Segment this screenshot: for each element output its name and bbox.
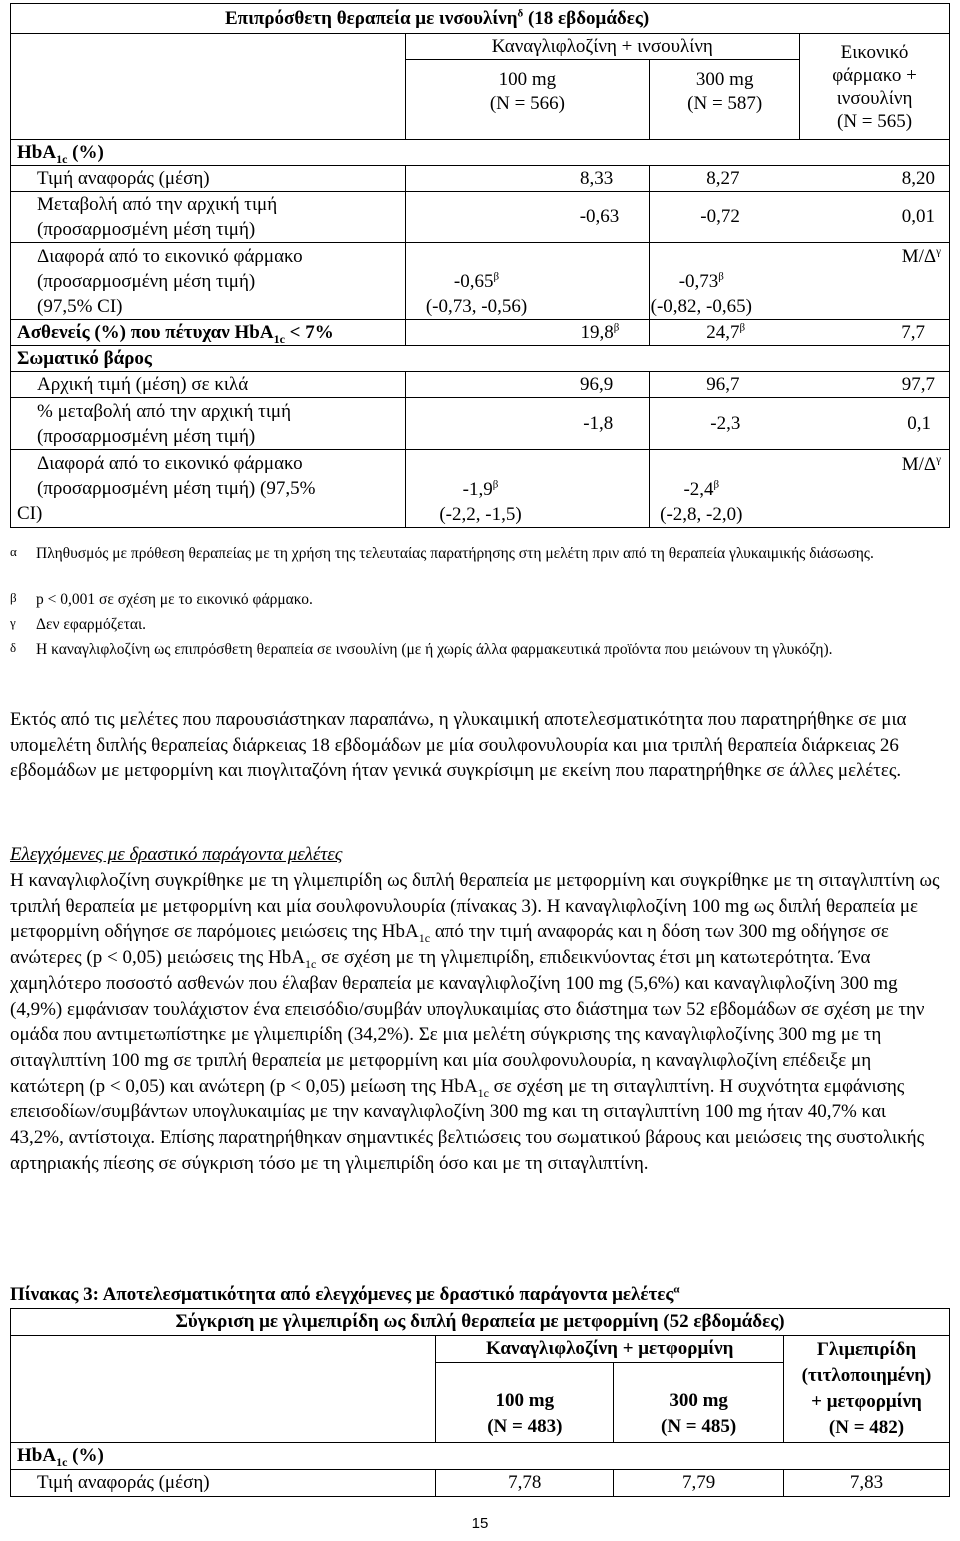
body-weight-section-label: Σωματικό βάρος <box>11 346 950 372</box>
pct-100mg: $19,8^\beta$ <box>405 320 650 346</box>
hba1c-section-label: HbA$_{1c}$ (%) <box>11 140 950 166</box>
table3-caption: Πίνακας 3: Αποτελεσματικότητα από ελεγχόμενες με δραστικό παράγοντα μελέτες$^\alpha$ <box>10 1283 680 1305</box>
section-heading-active-controlled: Ελεγχόμενες με δραστικό παράγοντα μελέτες <box>10 844 343 865</box>
weight-change-300mg-placebo: -2,3 0,1 <box>650 398 950 450</box>
baseline-100mg: 8,33 <box>405 166 650 192</box>
weight-diff-300mg-placebo: $-2,4^\beta$ (-2,8, -2,0) $M/\Delta^\gamma$ <box>650 450 950 528</box>
change-label: Μεταβολή από την αρχική τιμή (προσαρμοσμένη μέση τιμή) <box>11 192 406 243</box>
footnote-alpha: α Πληθυσμός με πρόθεση θεραπείας με τη χρήση της τελευταίας παρατήρησης στη μελέτη πριν από τη θεραπεία γλυκαιμικής διάσωσης. <box>10 544 874 562</box>
baseline-label: Τιμή αναφοράς (μέση) <box>11 166 406 192</box>
change-100mg: -0,63 <box>405 192 650 243</box>
glimepiride-comparison-table <box>10 1308 950 1497</box>
table3-col-100mg-header: 100 mg (N = 483) <box>436 1363 614 1443</box>
table3-baseline-300mg: 7,79 <box>614 1470 784 1497</box>
diff-100mg: $-0,65^\beta$ (-0,73, -0,56) <box>405 243 650 320</box>
col-100mg-header: 100 mg (N = 566) <box>405 60 650 140</box>
table3-baseline-label: Τιμή αναφοράς (μέση) <box>11 1470 436 1497</box>
weight-change-100mg: -1,8 <box>405 398 650 450</box>
pct-target-label: Ασθενείς (%) που πέτυχαν HbA$_{1c}$ < 7% <box>11 320 406 346</box>
col-300mg-header: 300 mg (N = 587) <box>650 60 800 140</box>
paragraph-active-controlled: Η καναγλιφλοζίνη συγκρίθηκε με τη γλιμεπιρίδη ως διπλή θεραπεία με μετφορμίνη και συγκρίθηκε με τη σιταγλιπτίνη ως τριπλή θεραπεία με μετφορμίνη και μία σουλφονυλουρία (πίνακας 3). Η καναγλιφλοζίνη 100 mg ως διπλή θεραπεία με μετφορμίνη οδήγησε σε παρόμοιες μειώσεις της HbA$_{1c}$ από την τιμή αναφοράς και η δόση των 300 mg οδήγησε σε ανώτερες (p < 0,05) μειώσεις της HbA$_{1c}$ σε σχέση με τη γλιμεπιρίδη, επιδεικνύοντας έτσι μη κατωτερότητα. Ένα χαμηλότερο ποσοστό ασθενών που έλαβαν θεραπεία με καναγλιφλοζίνη 100 mg (5,6%) και καναγλιφλοζίνη 300 mg (4,9%) εμφάνισαν τουλάχιστον ένα επεισόδιο/συμβάν υπογλυκαιμίας στο διάστημα των 52 εβδομάδων σε σχέση με την ομάδα που αντιμετωπίστηκε με γλιμεπιρίδη (34,2%). Σε μια μελέτη σύγκρισης της καναγλιφλοζίνης 300 mg με τη σιταγλιπτίνη 100 mg σε τριπλή θεραπεία με μετφορμίνη και μία σουλφονυλουρία, η καναγλιφλοζίνη επέδειξε μη κατώτερη (p < 0,05) και ανώτερη (p < 0,05) μείωση της HbA$_{1c}$ σε σχέση με τη σιταγλιπτίνη. Η συχνότητα εμφάνισης επεισοδίων/συμβάντων υπογλυκαιμίας με την καναγλιφλοζίνη 300 mg και τη σιταγλιπτίνη 100 mg ήταν 40,7% και 43,2%, αντίστοιχα. Επίσης παρατηρήθηκαν σημαντικές βελτιώσεις του σωματικού βάρους και μειώσεις της συστολικής αρτηριακής πίεσης σε σύγκριση τόσο με τη γλιμεπιρίδη όσο και με τη σιταγλιπτίνη. <box>10 870 940 1174</box>
page-number: 15 <box>471 1515 489 1532</box>
pct-300mg-placebo: $24,7^\beta$ 7,7 <box>650 320 950 346</box>
footnote-gamma: γ Δεν εφαρμόζεται. <box>10 615 147 633</box>
glimepiride-header: Γλιμεπιρίδη (τιτλοποιημένη) + μετφορμίνη (N = 482) <box>784 1336 950 1443</box>
baseline-300mg-placebo: 8,27 8,20 <box>650 166 950 192</box>
footnote-beta: β p < 0,001 σε σχέση με το εικονικό φάρμακο. <box>10 590 313 608</box>
weight-baseline-100mg: 96,9 <box>405 372 650 398</box>
change-300mg-placebo: -0,72 0,01 <box>650 192 950 243</box>
weight-change-label: % μεταβολή από την αρχική τιμή (προσαρμοσμένη μέση τιμή) <box>11 398 406 450</box>
table3-baseline-glimepiride: 7,83 <box>784 1470 950 1497</box>
weight-diff-label: Διαφορά από το εικονικό φάρμακο (προσαρμοσμένη μέση τιμή) (97,5% CI) <box>11 450 406 528</box>
weight-baseline-label: Αρχική τιμή (μέση) σε κιλά <box>11 372 406 398</box>
table3-baseline-100mg: 7,78 <box>436 1470 614 1497</box>
weight-diff-100mg: $-1,9^\beta$ (-2,2, -1,5) <box>405 450 650 528</box>
table3-title: Σύγκριση με γλιμεπιρίδη ως διπλή θεραπεία με μετφορμίνη (52 εβδομάδες) <box>11 1309 950 1336</box>
table3-col-300mg-header: 300 mg (N = 485) <box>614 1363 784 1443</box>
table1-title: Επιπρόσθετη θεραπεία με ινσουλίνη$^\delta$ (18 εβδομάδες) <box>11 4 950 34</box>
footnote-delta: δ Η καναγλιφλοζίνη ως επιπρόσθετη θεραπεία σε ινσουλίνη (με ή χωρίς άλλα φαρμακευτικά προϊόντα που μειώνουν τη γλυκόζη). <box>10 640 833 658</box>
insulin-addon-table <box>10 3 950 528</box>
paragraph-other-studies: Εκτός από τις μελέτες που παρουσιάστηκαν παραπάνω, η γλυκαιμική αποτελεσματικότητα που παρατηρήθηκε σε μια υπομελέτη διπλής θεραπείας διάρκειας 18 εβδομάδων με μία σουλφονυλουρία και μια τριπλή θεραπεία διάρκειας 26 εβδομάδων με μετφορμίνη και πιογλιταζόνη ήταν γενικά συγκρίσιμη με εκείνη που παρατηρήθηκε σε άλλες μελέτες. <box>10 709 907 782</box>
placebo-insulin-header: Εικονικό φάρμακο + ινσουλίνη (N = 565) <box>800 34 950 140</box>
weight-baseline-300mg-placebo: 96,7 97,7 <box>650 372 950 398</box>
diff-300mg-placebo: $-0,73^\beta$ (-0,82, -0,65) $M/\Delta^\gamma$ <box>650 243 950 320</box>
table3-hba1c-section-label: HbA$_{1c}$ (%) <box>11 1443 950 1470</box>
canagliflozin-metformin-header: Καναγλιφλοζίνη + μετφορμίνη <box>436 1336 784 1363</box>
canagliflozin-insulin-header: Καναγλιφλοζίνη + ινσουλίνη <box>405 34 800 60</box>
diff-label: Διαφορά από το εικονικό φάρμακο (προσαρμοσμένη μέση τιμή) (97,5% CI) <box>11 243 406 320</box>
